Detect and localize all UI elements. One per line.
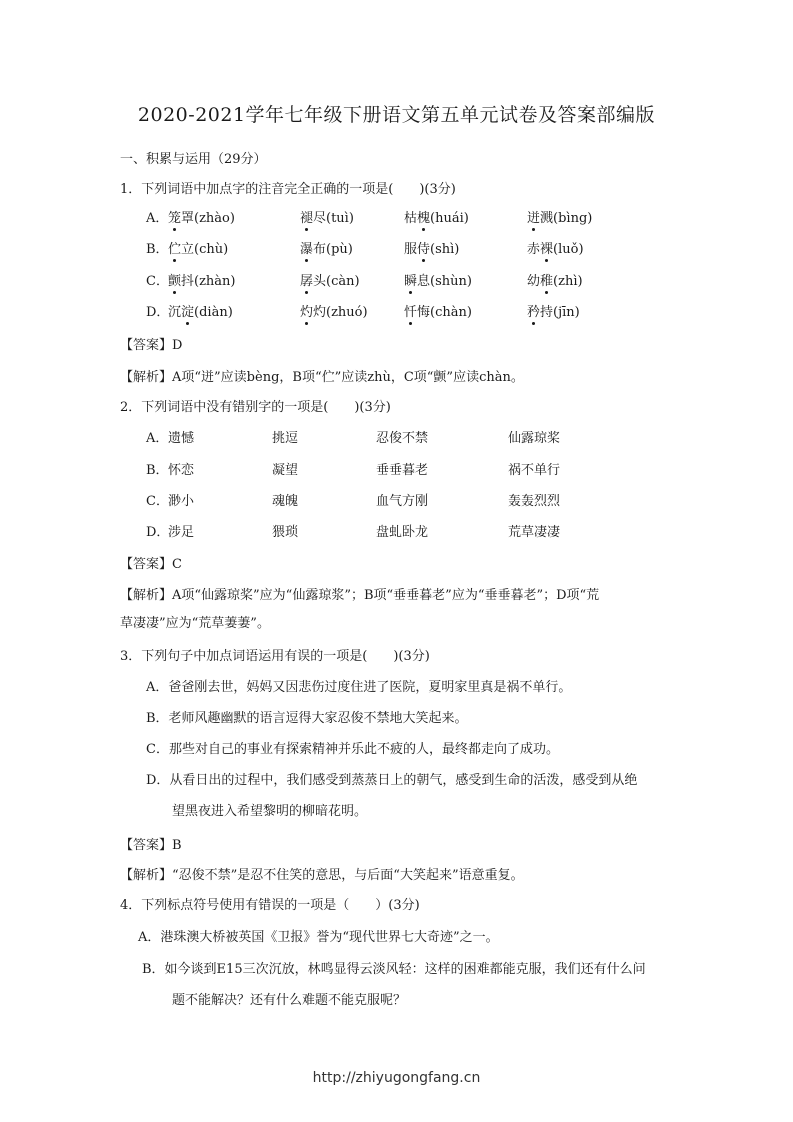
q1-option-d-item: 矜持(jīn) bbox=[527, 301, 580, 320]
q1-option-b-label: B． bbox=[146, 242, 169, 257]
question-2-answer: 【答案】C bbox=[120, 557, 182, 572]
q3-option-c: C．那些对自己的事业有探索精神并乐此不疲的人，最终都走向了成功。 bbox=[146, 742, 559, 757]
q2-option-c-item: 渺小 bbox=[168, 494, 195, 509]
q1-option-d-item: 沉淀(diàn) bbox=[168, 301, 233, 320]
question-3-stem: 3．下列句子中加点词语运用有误的一项是( )(3分) bbox=[120, 649, 430, 664]
question-3-analysis: 【解析】“忍俊不禁”是忍不住笑的意思，与后面“大笑起来”语意重复。 bbox=[120, 868, 524, 883]
q1-option-c-label: C． bbox=[146, 274, 169, 289]
q2-option-a-item: 挑逗 bbox=[272, 431, 299, 446]
q1-option-d-item: 灼灼(zhuó) bbox=[300, 301, 368, 320]
q2-option-a-item: 忍俊不禁 bbox=[376, 431, 429, 446]
q1-option-a-item: 笼罩(zhào) bbox=[168, 207, 235, 226]
q2-option-c-item: 血气方刚 bbox=[376, 494, 429, 509]
q1-option-b-item: 赤裸(luǒ) bbox=[527, 238, 584, 257]
q2-option-d-item: 猥琐 bbox=[272, 525, 299, 540]
q2-option-d-item: 荒草凄凄 bbox=[508, 525, 561, 540]
q3-option-a: A．爸爸刚去世，妈妈又因悲伤过度住进了医院，夏明家里真是祸不单行。 bbox=[146, 680, 572, 695]
page-title: 2020-2021学年七年级下册语文第五单元试卷及答案部编版 bbox=[137, 104, 656, 126]
question-2-analysis-cont: 草凄凄”应为“荒草萋萋”。 bbox=[120, 616, 270, 631]
question-1-stem: 1．下列词语中加点字的注音完全正确的一项是( )(3分) bbox=[120, 182, 456, 197]
question-1-analysis: 【解析】A项“迸”应读bèng，B项“伫”应读zhù，C项“颤”应读chàn。 bbox=[120, 370, 524, 385]
q3-option-d-cont: 望黑夜进入希望黎明的柳暗花明。 bbox=[172, 804, 368, 819]
q2-option-a-item: 仙露琼桨 bbox=[508, 431, 561, 446]
q2-option-b-label: B． bbox=[146, 463, 169, 478]
q2-option-b-item: 垂垂暮老 bbox=[376, 463, 429, 478]
q2-option-a-item: 遗憾 bbox=[168, 431, 195, 446]
q1-option-c-item: 孱头(càn) bbox=[300, 270, 360, 289]
q2-option-c-label: C． bbox=[146, 494, 169, 509]
q1-option-b-item: 伫立(chù) bbox=[168, 238, 228, 257]
q2-option-c-item: 轰轰烈烈 bbox=[508, 494, 561, 509]
q2-option-d-label: D． bbox=[146, 525, 170, 540]
q4-option-b-cont: 题不能解决？还有什么难题不能克服呢？ bbox=[172, 993, 407, 1008]
q1-option-c-item: 幼稚(zhì) bbox=[527, 270, 583, 289]
q2-option-d-item: 涉足 bbox=[168, 525, 195, 540]
question-1-answer: 【答案】D bbox=[120, 338, 183, 353]
q1-option-b-item: 服侍(shì) bbox=[404, 238, 459, 257]
q2-option-b-item: 凝望 bbox=[272, 463, 299, 478]
q4-option-a: A．港珠澳大桥被英国《卫报》誉为“现代世界七大奇迹”之一。 bbox=[138, 930, 499, 945]
q2-option-a-label: A． bbox=[146, 431, 169, 446]
footer-url[interactable]: http://zhiyugongfang.cn bbox=[312, 1070, 481, 1086]
question-2-analysis: 【解析】A项“仙露琼桨”应为“仙露琼浆”；B项“垂垂暮老”应为“垂垂暮老”；D项“荒 bbox=[120, 588, 600, 603]
q1-option-c-item: 瞬息(shùn) bbox=[404, 270, 472, 289]
question-4-stem: 4．下列标点符号使用有错误的一项是（ ）(3分) bbox=[120, 898, 420, 913]
q1-option-c-item: 颤抖(zhàn) bbox=[168, 270, 236, 289]
q1-option-a-label: A． bbox=[146, 211, 169, 226]
q1-option-d-label: D． bbox=[146, 305, 170, 320]
question-3-answer: 【答案】B bbox=[120, 838, 182, 853]
q3-option-b: B．老师风趣幽默的语言逗得大家忍俊不禁地大笑起来。 bbox=[146, 711, 468, 726]
q4-option-b: B．如今谈到E15三次沉放，林鸣显得云淡风轻：这样的困难都能克服，我们还有什么问 bbox=[142, 962, 646, 977]
q2-option-b-item: 祸不单行 bbox=[508, 463, 561, 478]
q1-option-b-item: 瀑布(pù) bbox=[300, 238, 353, 257]
q3-option-d: D．从看日出的过程中，我们感受到蒸蒸日上的朝气，感受到生命的活泼，感受到从绝 bbox=[146, 773, 638, 788]
q2-option-b-item: 怀恋 bbox=[168, 463, 195, 478]
q1-option-a-item: 褪尽(tuì) bbox=[300, 207, 354, 226]
section-heading: 一、积累与运用（29分） bbox=[120, 152, 267, 167]
q2-option-d-item: 盘虬卧龙 bbox=[376, 525, 429, 540]
q1-option-a-item: 迸溅(bìng) bbox=[527, 207, 592, 226]
q1-option-a-item: 枯槐(huái) bbox=[404, 207, 469, 226]
q2-option-c-item: 魂魄 bbox=[272, 494, 299, 509]
question-2-stem: 2．下列词语中没有错别字的一项是( )(3分) bbox=[120, 400, 391, 415]
q1-option-d-item: 忏悔(chàn) bbox=[404, 301, 472, 320]
